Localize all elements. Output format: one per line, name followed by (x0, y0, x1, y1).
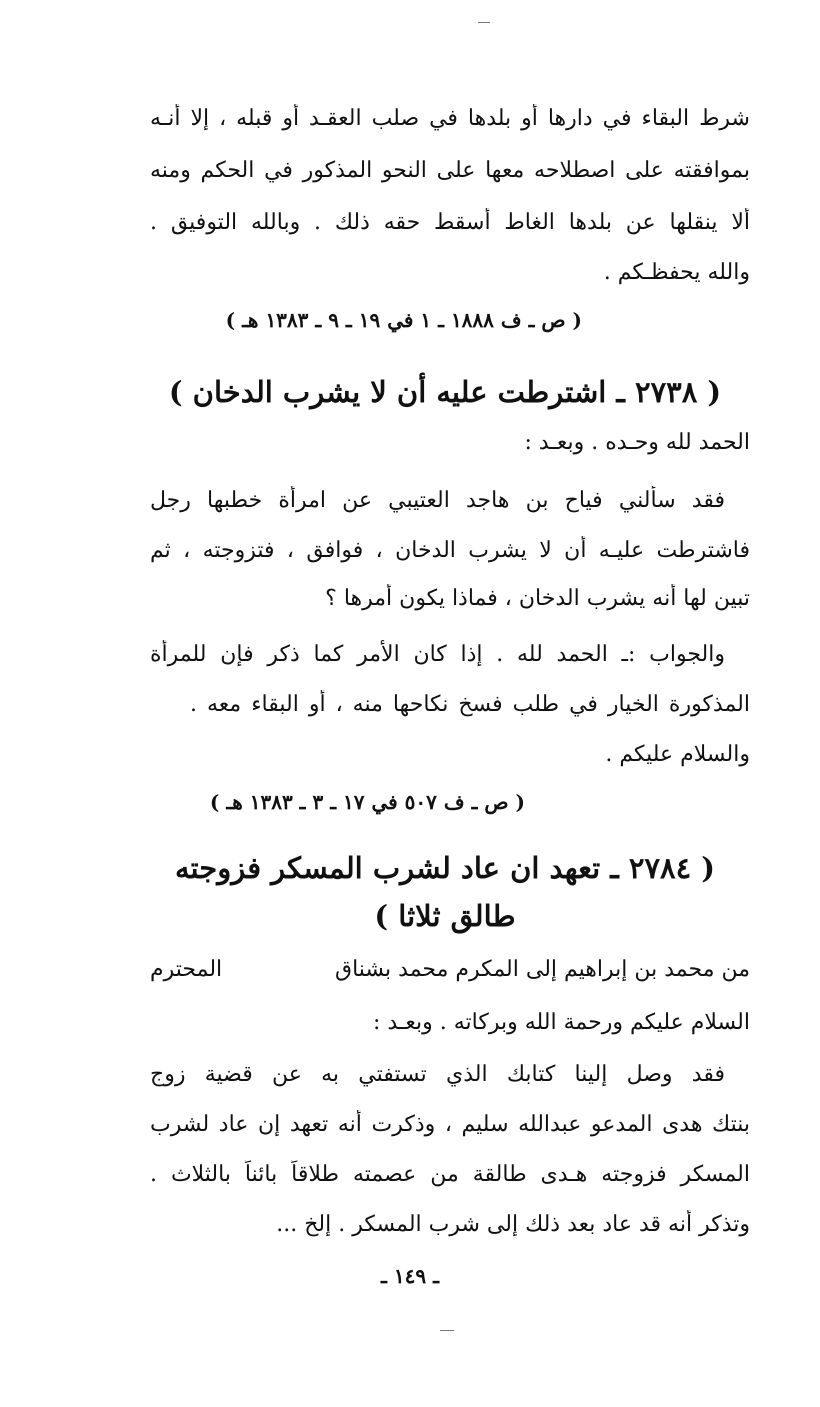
sender-recipient-line: من محمد بن إبراهيم إلى المكرم محمد بشناق (335, 957, 750, 982)
section-heading: ( ٢٧٣٨ ـ اشترطت عليه أن لا يشرب الدخان ) (168, 375, 722, 409)
section-heading-continuation: طالق ثلاثا ) (374, 899, 516, 933)
honorific-title: المحترم (150, 957, 223, 982)
scan-speck (440, 1330, 454, 1331)
answer-line: المذكورة الخيار في طلب فسخ نكاحها منه ، أو البقاء معه . (190, 692, 750, 717)
section-heading: ( ٢٧٨٤ ـ تعهد ان عاد لشرب المسكر فزوجته (174, 851, 716, 885)
page-number: ـ ١٤٩ ـ (381, 1264, 439, 1288)
question-line: فاشترطت عليـه أن لا يشرب الدخان ، فوافق ، فتزوجته ، ثم (150, 538, 750, 563)
salutation-row (150, 955, 750, 985)
letter-line: بنتك هدى المدعو عبدالله سليم ، وذكرت أنه تعهد إن عاد لشرب (150, 1112, 750, 1137)
opening-line: الحمد لله وحـده . وبعـد : (524, 430, 750, 455)
answer-line: والجواب :ـ الحمد لله . إذا كان الأمر كما ذكر فإن للمرأة (150, 642, 725, 667)
greeting-line: السلام عليكم ورحمة الله وبركاته . وبعـد : (373, 1010, 750, 1035)
letter-line: وتذكر أنه قد عاد بعد ذلك إلى شرب المسكر . إلخ ... (276, 1212, 750, 1237)
question-line: تبين لها أنه يشرب الدخان ، فماذا يكون أمرها ؟ (325, 586, 750, 611)
scan-speck (478, 22, 490, 23)
paragraph-line: بموافقته على اصطلاحه معها على النحو المذكور في الحكم ومنه (150, 158, 750, 183)
letter-line: المسكر فزوجته هـدى طالقة من عصمته طلاقاً بائناً بالثلاث . (150, 1162, 750, 1187)
reference-citation: ( ص ـ ف ١٨٨٨ ـ ١ في ١٩ ـ ٩ ـ ١٣٨٣ هـ ) (225, 308, 582, 332)
paragraph-line: شرط البقاء في دارها أو بلدها في صلب العقـد أو قبله ، إلا أنـه (150, 106, 750, 131)
paragraph-line: والله يحفظـكم . (603, 260, 750, 285)
question-line: فقد سألني فياح بن هاجد العتيبي عن امرأة خطبها رجل (150, 488, 725, 513)
reference-citation: ( ص ـ ف ٥٠٧ في ١٧ ـ ٣ ـ ١٣٨٣ هـ ) (209, 790, 525, 814)
paragraph-line: ألا ينقلها عن بلدها الغاط أسقط حقه ذلك . وبالله التوفيق . (150, 210, 750, 235)
letter-line: فقد وصل إلينا كتابك الذي تستفتي به عن قضية زوج (150, 1062, 725, 1087)
answer-line: والسلام عليكم . (605, 742, 750, 767)
